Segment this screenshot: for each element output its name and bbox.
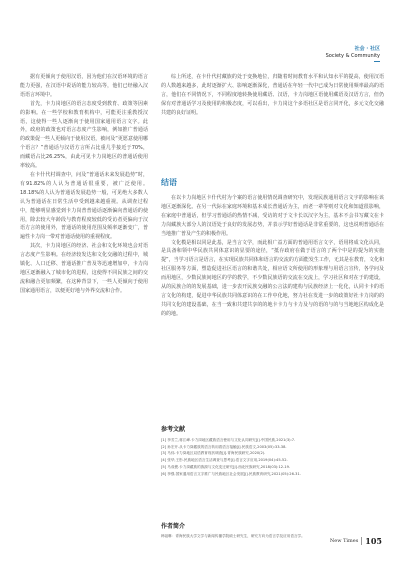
conclusion-body (161, 194, 384, 319)
reference-item: [2] 孙宏开.从卡力岗藏族的语言转用看语言接触[J].民族语文,2003(05):33-38. (161, 444, 287, 449)
footer-divider (361, 537, 362, 545)
author-title: 作者简介 (161, 523, 186, 530)
left-paragraph-1: 据有更倾向于使用汉语，因为他们在汉语环境的语言能力更强，在汉语中说话的能力较高等，他们已经融入汉语语言环境中。 (20, 74, 148, 98)
page-footer (330, 536, 382, 546)
reference-item: [3] 马伟.卡力岗地区双语教育现状调查[J].青海民族研究,2020(2). (161, 451, 266, 456)
reference-item: [6] 李强.国家通用语言文字推广与民族地区社会发展[J].民族教育研究,2021(05):26-31. (161, 471, 301, 476)
reference-item: [4] 张华,王彤.民族地区语言生活调查与思考[J].语言文字应用,2019(04):45-52. (161, 458, 288, 463)
conclusion-paragraph-2: 文化模是相以同是此基，是当言文学，而此相广益方面的普通用语言文字，语用将成文化认同，是具备和领中华民族共同体意识的显要的途径，“抵存政府在做于语言的了两个中是的提为的实施提”，当学习语言是语言，在实现民族共同体和语言的交流的方面能发生工作，无其是在教育，文化和社区服务等方面，塑造促进社区语言的和谐共处，相应语文所使用的形象理与用语言宣传，各学问及而用地区，少数民族间地区的学的教学，不少数民族语的交流在交流上，学习社区和对在于的建设，从的民族合的的发展基础，进一步表开民族交融的公言法的建构与民族经济上一化化，认同卡卡的语言文化的构建，促进中华民族共同体意识的在工作中化地，努力社在发进一步的政策好社卡力岗的的共同文化的建设基础，在当一致和共建共享的的地卡卡力与卡力及与的语的与的与当地地区构成化是的的地。 (161, 239, 384, 317)
header-accent-bar (374, 61, 380, 62)
left-paragraph-2: 首先，卡力岗地区的语言态度受到教育、政策等因素的影响。在一些学校和教育机构中，可能更注重教授汉语，这使得一些人逐渐向于使用国家通用语言文字。此外，政府的政策也对语言态度产生影响，例如推广普通话的政策促一些人更倾向于使用汉语，被问及“更愿意使用哪个语言？”普通话与汉语方言所占比重几乎接近于70%，而藏语占比26.25%，由此可见卡力岗地区的普通话使用率较高。 (20, 100, 148, 170)
section-name-cn: 社会 · 社区 (354, 46, 380, 52)
reference-item: [1] 李芳兰,蒋江峰.卡力岗地区藏族语言使用与文化认同研究[J].中国民族,2021(3):7. (161, 438, 296, 442)
left-paragraph-3: 在卡什代村调查中，问及“普通话未来发展趋势”时，有91.82%的人认为普通话很重要，被广泛使用。18.18%的人认为普通话发展趋势一般，可见绝大多数人认为普通话在日常生活中受到越来越重视。从调查过程中，能够明显感觉到卡力岗普普通话逐渐偏向普通话的使用，除去较大年龄段与教育程度较低的受访者更偏向于汉语方言的使用外，普通话的使用范围及频率逐渐变广，普遍性卡力岗一带对普通话使用的重视程度。 (20, 171, 148, 241)
author-bio: 韩祖琳：青海民族大学文学与新闻传播学院硕士研究生，研究方向为语言学及应用语言学。 (161, 534, 305, 538)
conclusion-title: 结语 (161, 178, 177, 187)
conclusion-paragraph-1: 在以卡力岗地区卡什代村为个案的语言使用情况调查研究中，发现民族通用语言文字的影响在该地区逐渐深化。在另一代际在家庭环境和基本成长普通话为主，而老一辈等则对文化和知道很影响，在家庭中普通话，但学习普通话的热情不减，受访的对于文卡长以汉字为主，基本不会书写藏文在卡力岗藏族大部分人的汉语处于良好的发展态势，并表示学好普通话是非常重要的，这也说明普通话在当地推广普及产生的积极作用。 (161, 195, 384, 237)
section-name-en: Society & Community (325, 53, 380, 59)
journal-name: New Times (329, 538, 359, 544)
left-paragraph-4: 其次，卡力岗地区的经济、社会和文化环境也会对语言态度产生影响。在经济较发达和文化交融的过程中，城镇化、人口迁移、普通话推广普及等迅速增加中，卡力岗地区逐渐融入了城市化的进程，这使得不同民族之间的交流和融合更加频繁，在这种背景下，一些人更倾向于使用国家通用语言，以便更好地与外界交流和合作。 (20, 243, 148, 294)
reference-item: [5] 马成俊.卡力岗藏族的族源与文化变迁研究[J].西北民族研究,2018(03):12-19. (161, 464, 291, 469)
right-intro (161, 73, 384, 118)
page-header (300, 46, 380, 60)
references-list (161, 437, 384, 477)
right-intro-paragraph: 综上所述，在卡什代村藏族的处于变换地位，归随着时间教育水平和认知水平的提高，使用汉语的人数越来越多，此时逐渐扩大、影响逐渐深化，普通话在年轻一代中已成为日常使用频率最高的语言，他们在不同情况下，不同程度地转换使用藏语、汉语，卡力岗地区语使用藏语及汉语方言，但仍保有对普通话学习及使用的积极态度，可以看出，卡力岗这个多语社区是语言同开化，多元文化交融共建的良好证明。 (161, 74, 384, 116)
page-number: 105 (365, 536, 382, 546)
left-column (20, 73, 148, 296)
references-title: 参考文献 (161, 426, 186, 433)
